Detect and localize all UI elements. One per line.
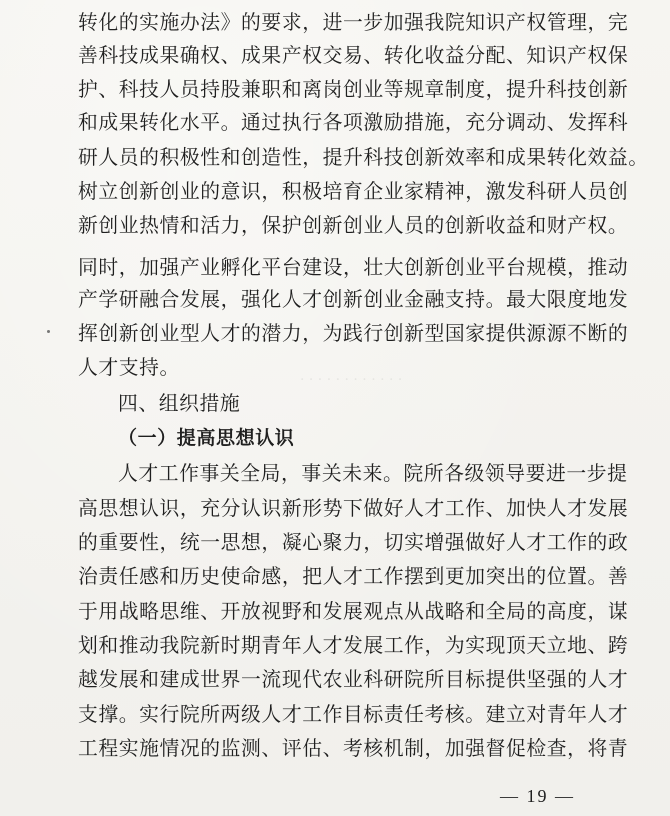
text-line: 治责任感和历史使命感，把人才工作摆到更加突出的位置。善 xyxy=(78,565,629,588)
text-line: 人才工作事关全局，事关未来。院所各级领导要进一步提 xyxy=(118,462,628,485)
text-line: 和成果转化水平。通过执行各项激励措施，充分调动、发挥科 xyxy=(78,111,629,134)
text-line: 树立创新创业的意识，积极培育企业家精神，激发科研人员创 xyxy=(78,180,629,203)
text-line: 越发展和建成世界一流现代农业科研院所目标提供坚强的人才 xyxy=(78,668,629,691)
text-line: 新创业热情和活力，保护创新创业人员的创新收益和财产权。 xyxy=(78,214,629,237)
text-line: 善科技成果确权、成果产权交易、转化收益分配、知识产权保 xyxy=(78,44,629,67)
text-line: 研人员的积极性和创造性，提升科技创新效率和成果转化效益。 xyxy=(78,146,649,169)
text-line: 于用战略思维、开放视野和发展观点从战略和全局的高度，谋 xyxy=(78,600,629,623)
page-number: — 19 — xyxy=(500,786,575,806)
text-line: 支撑。实行院所两级人才工作目标责任考核。建立对青年人才 xyxy=(78,703,629,726)
text-line: 护、科技人员持股兼职和离岗创业等规章制度，提升科技创新 xyxy=(78,78,629,101)
scan-speck xyxy=(47,330,50,333)
text-line: 工程实施情况的监测、评估、考核机制，加强督促检查，将青 xyxy=(78,737,629,760)
text-line: 同时，加强产业孵化平台建设，壮大创新创业平台规模，推动 xyxy=(78,256,629,279)
subsection-heading: （一）提高思想认识 xyxy=(118,427,295,449)
text-line: 高思想认识，充分认识新形势下做好人才工作、加快人才发展 xyxy=(78,497,629,520)
text-line: 划和推动我院新时期青年人才发展工作，为实现顶天立地、跨 xyxy=(78,634,629,657)
text-line: 转化的实施办法》的要求，进一步加强我院知识产权管理，完 xyxy=(78,11,629,34)
bleed-through-text: · · · · · · · · · · · · xyxy=(300,372,403,388)
text-line: 人才支持。 xyxy=(78,356,180,379)
text-line: 产学研融合发展，强化人才创新创业金融支持。最大限度地发 xyxy=(78,288,629,311)
section-heading: 四、组织措施 xyxy=(118,392,241,415)
text-line: 挥创新创业型人才的潜力，为践行创新型国家提供源源不断的 xyxy=(78,322,629,345)
text-line: 的重要性，统一思想，凝心聚力，切实增强做好人才工作的政 xyxy=(78,531,629,554)
